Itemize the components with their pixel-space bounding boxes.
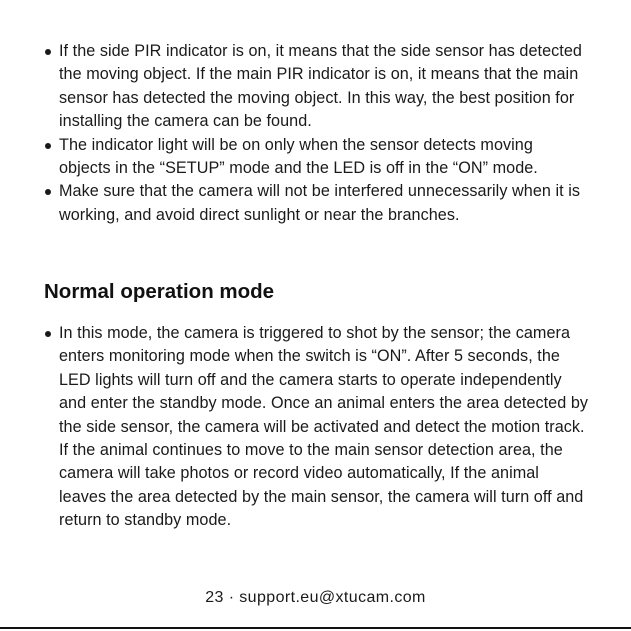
list-item [44,180,589,227]
section-list [44,322,589,533]
page-number: 23 [205,589,224,606]
bullet-dot-icon [45,143,51,149]
list-item [44,322,589,533]
tips-list [44,40,589,227]
list-item [44,40,589,134]
bullet-text: If the side PIR indicator is on, it means that the side sensor has detected the moving object. If the main PIR indicator is on, it means that the main sensor has detected the moving object. In this way, the best position for installing the camera can be found. [59,42,582,131]
page-footer [0,587,631,609]
bullet-dot-icon [45,331,51,337]
bullet-text: Make sure that the camera will not be interfered unnecessarily when it is working, and avoid direct sunlight or near the branches. [59,182,581,224]
bullet-text: In this mode, the camera is triggered to shot by the sensor; the camera enters monitoring mode when the switch is “ON”. After 5 seconds, the LED lights will turn off and the camera starts to operate independently and enter the standby mode. Once an animal enters the area detected by the side sensor, the camera will be activated and detect the motion track. If the animal continues to move to the main sensor detection area, the camera will take photos or record video automatically, If the animal leaves the area detected by the main sensor, the camera will turn off and return to standby mode. [59,324,589,530]
bullet-dot-icon [45,49,51,55]
footer-separator: · [228,589,235,606]
footer-divider [0,627,631,629]
bullet-text: The indicator light will be on only when the sensor detects moving objects in the “SETUP” mode and the LED is off in the “ON” mode. [59,135,538,178]
bullet-dot-icon [45,189,51,195]
section-title: Normal operation mode [44,280,275,303]
list-item [44,134,589,181]
support-email: support.eu@xtucam.com [239,589,426,606]
